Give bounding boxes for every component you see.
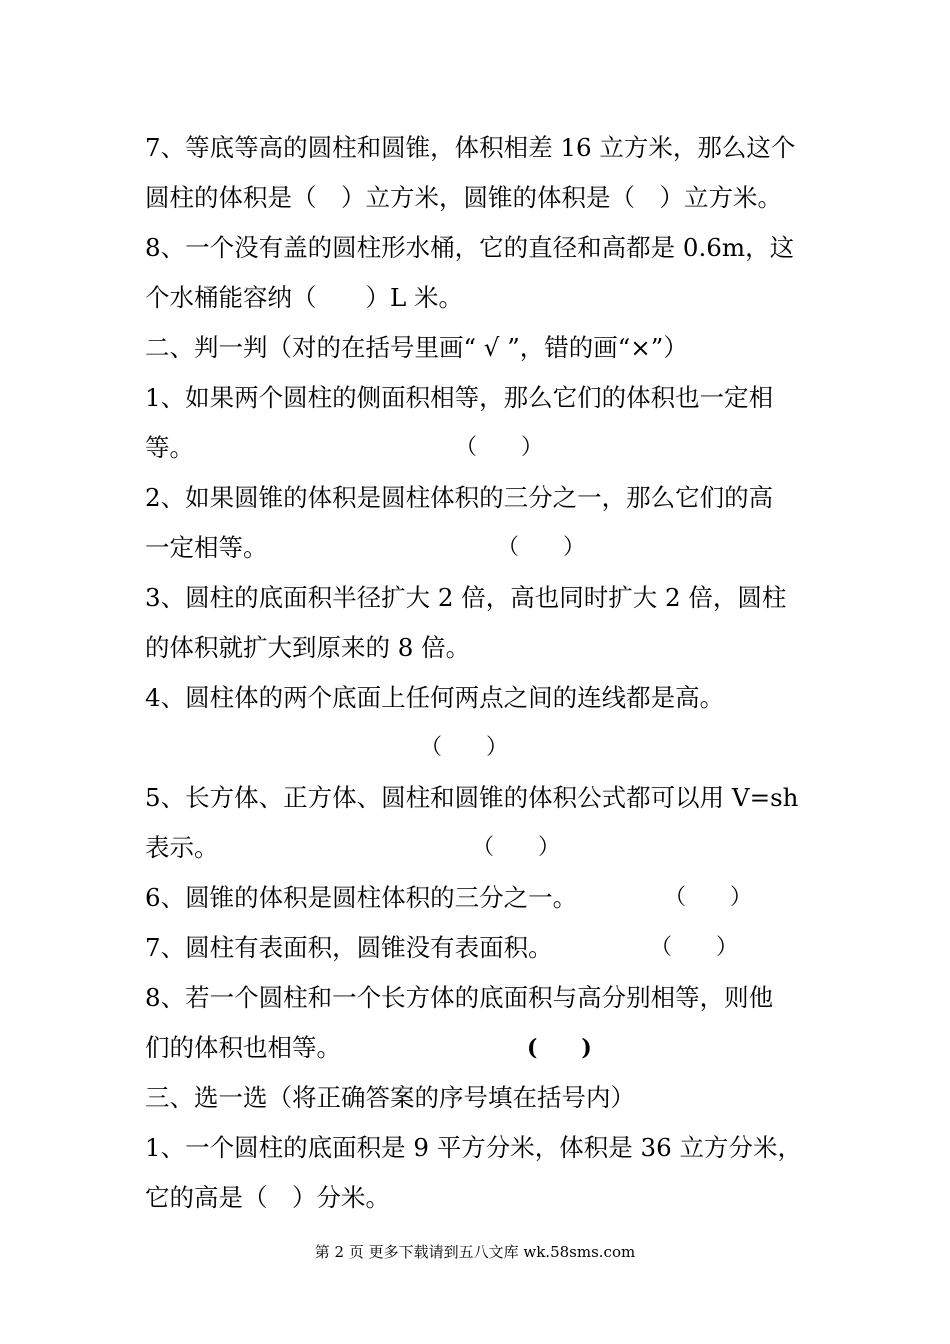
text-line-q7-fill-cont: 圆柱的体积是（ ）立方米，圆锥的体积是（ ）立方米。 [145, 183, 782, 212]
text-line-judge-7: 7、圆柱有表面积，圆锥没有表面积。 [145, 933, 553, 962]
text-line-judge-3: 3、圆柱的底面积半径扩大 2 倍，高也同时扩大 2 倍，圆柱 [145, 583, 787, 612]
text-line-choose-1-cont: 它的高是（ ）分米。 [145, 1183, 390, 1212]
text-line-judge-2: 2、如果圆锥的体积是圆柱体积的三分之一，那么它们的高 [145, 483, 774, 512]
text-line-q7-fill: 7、等底等高的圆柱和圆锥，体积相差 16 立方米，那么这个 [145, 133, 796, 162]
section-heading-judge: 二、判一判（对的在括号里画“ √ ”，错的画“×”） [145, 333, 688, 362]
answer-blank-judge-8: ( ) [527, 1035, 592, 1061]
page-footer: 第 2 页 更多下载请到五八文库 wk.58sms.com [314, 1243, 636, 1261]
text-line-judge-1-cont: 等。 [145, 433, 194, 462]
text-line-judge-6: 6、圆锥的体积是圆柱体积的三分之一。 [145, 883, 578, 912]
answer-blank-judge-4: （ ） [420, 735, 509, 760]
text-line-q8-fill: 8、一个没有盖的圆柱形水桶，它的直径和高都是 0.6m，这 [145, 233, 795, 262]
answer-blank-judge-1: （ ） [455, 435, 544, 460]
text-line-judge-5: 5、长方体、正方体、圆柱和圆锥的体积公式都可以用 V=sh [145, 783, 799, 812]
answer-blank-judge-7: （ ） [650, 935, 739, 960]
answer-blank-judge-2: （ ） [497, 535, 586, 560]
section-heading-choose: 三、选一选（将正确答案的序号填在括号内） [145, 1083, 635, 1112]
text-line-judge-5-cont: 表示。 [145, 833, 219, 862]
answer-blank-judge-5: （ ） [472, 835, 561, 860]
text-line-judge-3-cont: 的体积就扩大到原来的 8 倍。 [145, 633, 471, 662]
text-line-judge-4: 4、圆柱体的两个底面上任何两点之间的连线都是高。 [145, 683, 725, 712]
text-line-q8-fill-cont: 个水桶能容纳（ ）L 米。 [145, 283, 464, 312]
text-line-judge-8-cont: 们的体积也相等。 [145, 1033, 341, 1062]
text-line-choose-1: 1、一个圆柱的底面积是 9 平方分米，体积是 36 立方分米， [145, 1133, 802, 1162]
text-line-judge-8: 8、若一个圆柱和一个长方体的底面积与高分别相等，则他 [145, 983, 774, 1012]
answer-blank-judge-6: （ ） [664, 885, 753, 910]
text-line-judge-1: 1、如果两个圆柱的侧面积相等，那么它们的体积也一定相 [145, 383, 774, 412]
text-line-judge-2-cont: 一定相等。 [145, 533, 268, 562]
